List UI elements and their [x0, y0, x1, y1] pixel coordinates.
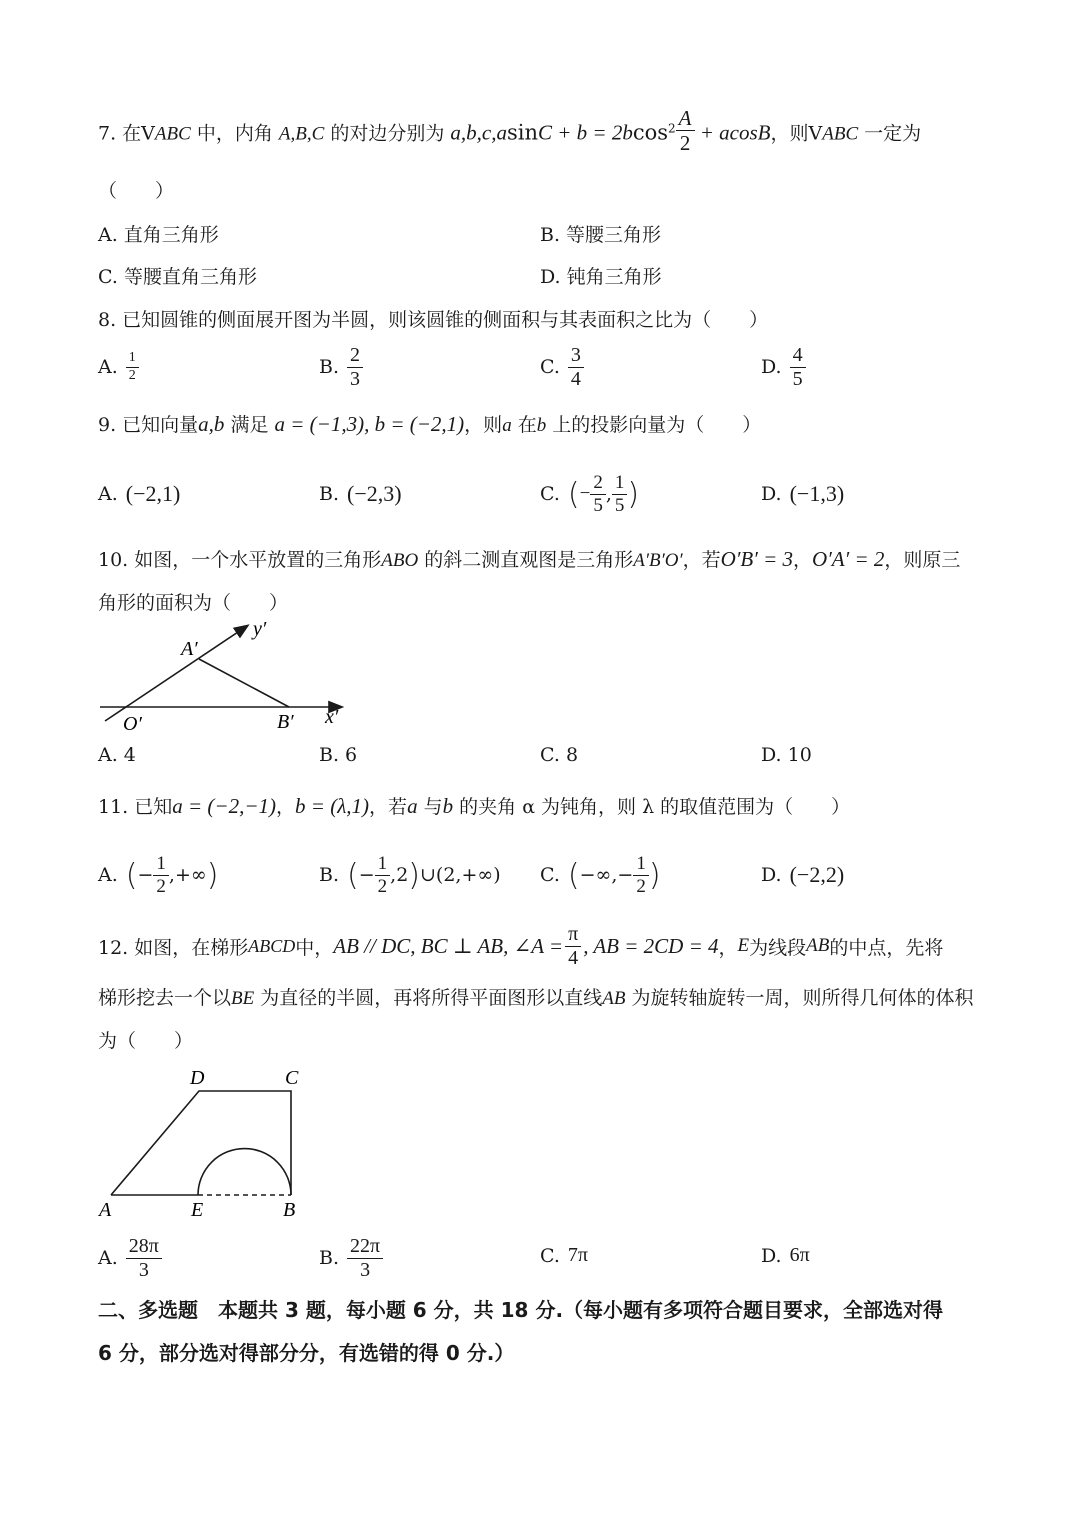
label-b: B — [283, 1199, 296, 1221]
label-b: B′ — [277, 711, 294, 733]
q12-option-b[interactable]: B. $\frac{22\pi}{3}$ — [319, 1230, 383, 1286]
q12-option-d[interactable]: D. 6π — [761, 1244, 810, 1267]
q12-figure — [95, 1062, 315, 1224]
label-e: E — [191, 1199, 204, 1221]
q7-option-b[interactable]: B. 等腰三角形 — [540, 224, 662, 246]
section-heading-line1: 二、多选题 本题共 3 题，每小题 6 分，共 18 分.（每小题有多项符合题目要求，全部选对得 — [98, 1298, 944, 1322]
section-heading-line2: 6 分，部分选对得部分分，有选错的得 0 分.） — [98, 1341, 515, 1365]
q11-option-d[interactable]: D. (−2,2) — [761, 862, 845, 887]
q9-option-d[interactable]: D. (−1,3) — [761, 481, 845, 506]
q10-stem-line2: 角形的面积为（ ） — [98, 592, 289, 614]
label-x: x′ — [325, 706, 339, 728]
label-o: O′ — [123, 713, 142, 735]
q10-figure — [95, 618, 355, 736]
q11-stem: 11. 已知a = (−2,−1)，b = (λ,1)，若a 与b 的夹角 α 为钝角，则 λ 的取值范围为（ ） — [98, 794, 851, 818]
q12-option-c[interactable]: C. 7π — [540, 1244, 589, 1267]
q11-option-c[interactable]: C. ( −∞,− $\frac{1}{2}$ ) — [540, 852, 661, 897]
q12-option-a[interactable]: A. $\frac{28\pi}{3}$ — [98, 1230, 162, 1286]
q12-stem-line3: 为（ ） — [98, 1030, 194, 1052]
label-a: A — [99, 1199, 112, 1221]
q8-option-d[interactable]: D. $\frac{4}{5}$ — [761, 340, 806, 394]
segment-a-b — [199, 659, 289, 707]
q8-option-c[interactable]: C. $\frac{3}{4}$ — [540, 340, 584, 394]
q7-option-d[interactable]: D. 钝角三角形 — [540, 266, 662, 288]
q7-paren: （ ） — [98, 180, 175, 202]
q7-option-a[interactable]: A. 直角三角形 — [98, 224, 219, 246]
label-y: y′ — [253, 618, 267, 640]
q9-option-a[interactable]: A. (−2,1) — [98, 481, 181, 506]
q9-option-b[interactable]: B. (−2,3) — [319, 481, 402, 506]
q8-stem: 8. 已知圆锥的侧面展开图为半圆，则该圆锥的侧面积与其表面积之比为（ ） — [98, 309, 769, 331]
q9-option-c[interactable]: C. ( − $\frac{2}{5}$ , $\frac{1}{5}$ ) — [540, 471, 640, 516]
q9-stem: 9. 已知向量a,b 满足 a = (−1,3), b = (−2,1)，则a 在b 上的投影向量为（ ） — [98, 412, 762, 436]
label-a: A′ — [181, 638, 198, 660]
q10-option-c[interactable]: C. 8 — [540, 744, 579, 766]
q10-stem-line1: 10. 如图，一个水平放置的三角形ABO 的斜二测直观图是三角形A′B′O′，若O′B′ = 3，O′A′ = 2，则原三 — [98, 547, 961, 571]
label-c: C — [285, 1067, 299, 1089]
q12-stem-line2: 梯形挖去一个以BE 为直径的半圆，再将所得平面图形以直线AB 为旋转轴旋转一周，则所得几何体的体积 — [98, 987, 974, 1009]
q8-option-a[interactable]: A. $\frac{1}{2}$ — [98, 344, 139, 390]
q7-stem: 7. 在VABC 中，内角 A,B,C 的对边分别为 a,b,c,asinC + b = 2bcos$^2$ $\frac{A}{2}$ + acosB，则VABC 一定为 — [98, 106, 922, 156]
semicircle — [198, 1149, 291, 1195]
q10-option-a[interactable]: A. 4 — [98, 744, 136, 766]
q12-stem-line1: 12. 如图，在梯形 ABCD 中， AB // DC, BC ⊥ AB, ∠A = $\frac{\pi}{4}$ , AB = 2CD = 4 ， E 为线段 AB 的中点，先将 — [98, 922, 944, 969]
q10-option-b[interactable]: B. 6 — [319, 744, 358, 766]
q11-option-b[interactable]: B. ( − $\frac{1}{2}$ ,2 ) ∪(2,+∞) — [319, 852, 501, 897]
q11-option-a[interactable]: A. ( − $\frac{1}{2}$ ,+∞ ) — [98, 852, 219, 897]
q8-option-b[interactable]: B. $\frac{2}{3}$ — [319, 340, 363, 394]
q10-option-d[interactable]: D. 10 — [761, 744, 812, 766]
q7-option-c[interactable]: C. 等腰直角三角形 — [98, 266, 257, 288]
label-d: D — [190, 1067, 205, 1089]
